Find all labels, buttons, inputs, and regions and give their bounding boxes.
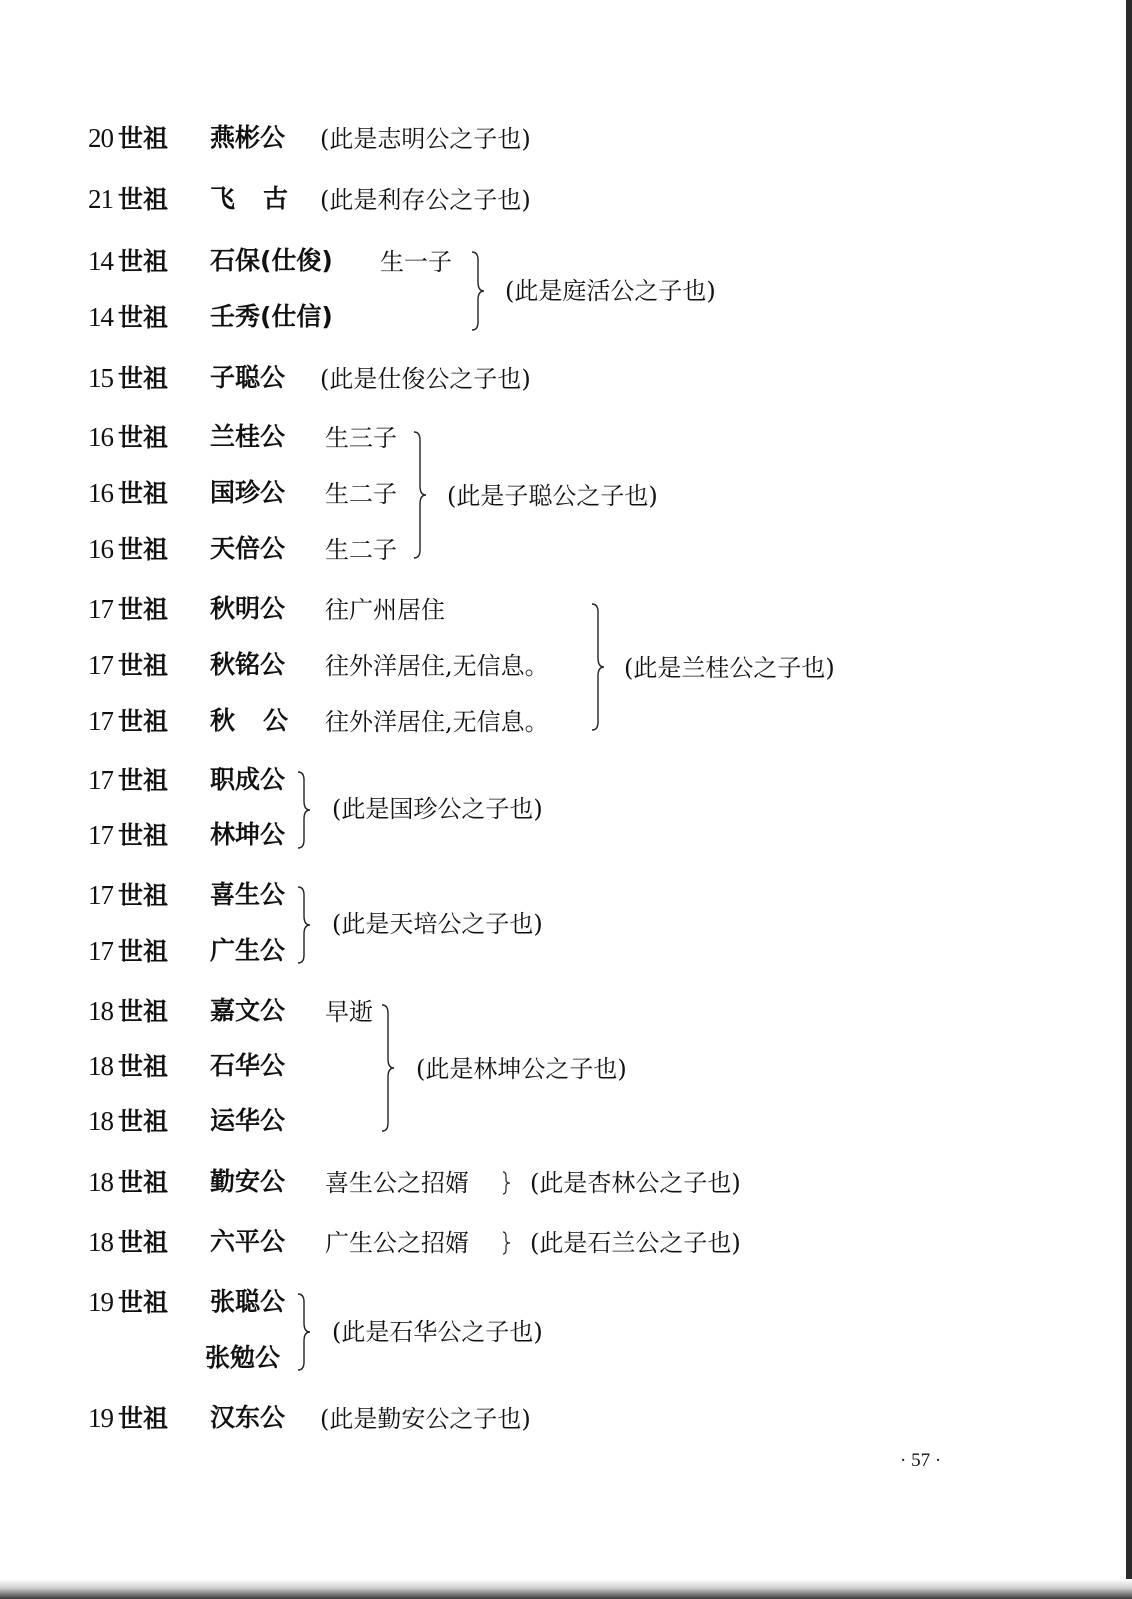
ancestor-name: 秋铭公 [210,650,286,679]
generation-label: 18 世祖 [88,1167,169,1197]
ancestor-name: 张勉公 [205,1343,281,1372]
generation-label: 16 世祖 [88,534,169,564]
group-lineage-note: (此是兰桂公之子也) [624,654,835,682]
generation-label: 18 世祖 [88,1106,169,1136]
generation-label: 18 世祖 [88,1227,169,1257]
generation-label: 19 世祖 [88,1287,169,1317]
generation-label: 15 世祖 [88,363,169,393]
generation-label: 17 世祖 [88,594,169,624]
generation-label: 14 世祖 [88,302,169,332]
group-lineage-note: (此是庭活公之子也) [505,277,716,305]
brace-symbol [294,1292,318,1372]
ancestor-detail: 往外洋居住,无信息。 [325,652,549,680]
ancestor-name: 嘉文公 [210,996,286,1025]
generation-label: 17 世祖 [88,936,169,966]
group-lineage-note: (此是子聪公之子也) [447,482,658,510]
ancestor-name: 壬秀(仕信) [210,302,333,331]
group-lineage-note: (此是石兰公之子也) [530,1229,741,1257]
ancestor-name: 张聪公 [210,1287,286,1316]
lineage-note: (此是利存公之子也) [320,186,531,214]
group-lineage-note: (此是林坤公之子也) [416,1055,627,1083]
generation-label: 20 世祖 [88,123,169,153]
generation-label: 17 世祖 [88,880,169,910]
group-lineage-note: (此是国珍公之子也) [332,795,543,823]
ancestor-detail: 喜生公之招婿 [325,1169,469,1197]
scan-bottom-edge [0,1579,1132,1599]
ancestor-name: 燕彬公 [210,123,286,152]
group-lineage-note: (此是天培公之子也) [332,910,543,938]
generation-label: 21 世祖 [88,184,169,214]
ancestor-name: 秋明公 [210,594,286,623]
ancestor-name: 六平公 [210,1227,286,1256]
brace-symbol [294,770,318,850]
generation-label: 18 世祖 [88,1051,169,1081]
ancestor-detail: 生一子 [380,248,452,276]
brace-symbol [500,1231,514,1255]
scan-edge [1126,0,1132,1599]
ancestor-name: 汉东公 [210,1403,286,1432]
ancestor-name: 运华公 [210,1106,286,1135]
brace-symbol [500,1171,514,1195]
ancestor-name: 勤安公 [210,1167,286,1196]
ancestor-name: 广生公 [210,936,286,965]
ancestor-name: 职成公 [210,765,286,794]
ancestor-detail: 早逝 [325,998,373,1026]
ancestor-detail: 往外洋居住,无信息。 [325,708,549,736]
group-lineage-note: (此是石华公之子也) [332,1318,543,1346]
ancestor-name: 石保(仕俊) [210,246,333,275]
generation-label: 17 世祖 [88,706,169,736]
brace-symbol [468,250,492,332]
ancestor-detail: 生二子 [325,480,397,508]
ancestor-detail: 生二子 [325,536,397,564]
ancestor-name: 子聪公 [210,363,286,392]
ancestor-name: 喜生公 [210,880,286,909]
ancestor-name: 秋公 [210,706,317,735]
brace-symbol [410,430,434,560]
generation-label: 19 世祖 [88,1403,169,1433]
page-number: · 57 · [900,1450,942,1471]
generation-label: 14 世祖 [88,246,169,276]
ancestor-name: 飞古 [210,184,317,213]
generation-label: 17 世祖 [88,650,169,680]
ancestor-name: 林坤公 [210,820,286,849]
brace-symbol [588,602,612,732]
ancestor-name: 石华公 [210,1051,286,1080]
generation-label: 17 世祖 [88,820,169,850]
group-lineage-note: (此是杏林公之子也) [530,1169,741,1197]
brace-symbol [378,1003,402,1133]
lineage-note: (此是勤安公之子也) [320,1405,531,1433]
lineage-note: (此是志明公之子也) [320,125,531,153]
ancestor-detail: 生三子 [325,424,397,452]
ancestor-name: 兰桂公 [210,422,286,451]
ancestor-detail: 广生公之招婿 [325,1229,469,1257]
generation-label: 16 世祖 [88,422,169,452]
ancestor-name: 国珍公 [210,478,286,507]
ancestor-name: 天倍公 [210,534,286,563]
brace-symbol [294,885,318,965]
ancestor-detail: 往广州居住 [325,596,445,624]
generation-label: 18 世祖 [88,996,169,1026]
generation-label: 17 世祖 [88,765,169,795]
generation-label: 16 世祖 [88,478,169,508]
lineage-note: (此是仕俊公之子也) [320,365,531,393]
